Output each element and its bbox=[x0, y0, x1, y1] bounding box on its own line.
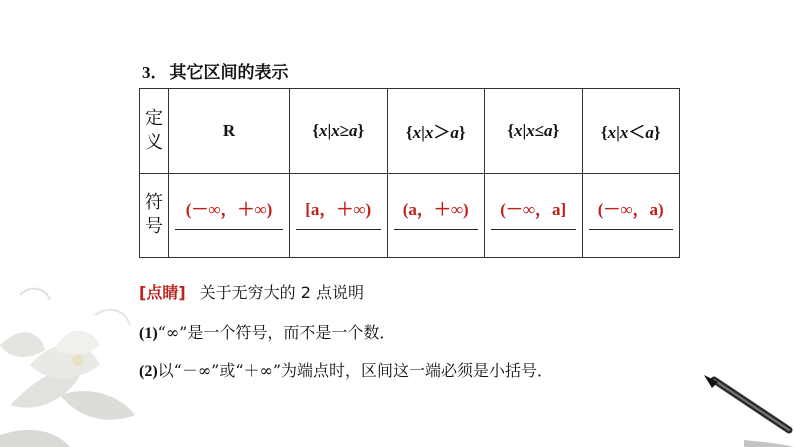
answer-underline bbox=[175, 229, 283, 230]
symbol-row-header: 符 号 bbox=[140, 173, 169, 258]
interval-notation: (－∞，＋∞) bbox=[185, 199, 273, 219]
point-number: (1) bbox=[139, 325, 158, 342]
definition-row-header: 定 义 bbox=[140, 89, 169, 174]
point-item bbox=[139, 320, 395, 343]
point-item bbox=[139, 358, 553, 381]
answer-underline bbox=[589, 229, 674, 230]
answer-underline bbox=[491, 229, 576, 230]
decorative-flower-image bbox=[0, 255, 150, 447]
definition-cell: {x|x≥a} bbox=[290, 89, 388, 174]
interval-notation: (－∞，a) bbox=[597, 199, 664, 219]
interval-table bbox=[139, 88, 680, 258]
symbol-cell bbox=[387, 173, 485, 258]
answer-underline bbox=[394, 229, 479, 230]
answer-underline bbox=[296, 229, 381, 230]
symbol-cell bbox=[485, 173, 583, 258]
symbol-row bbox=[140, 173, 680, 258]
definition-cell: {x|x≤a} bbox=[485, 89, 583, 174]
interval-notation: (a，＋∞) bbox=[402, 199, 469, 219]
point-text: 以“－∞”或“＋∞”为端点时，区间这一端必须是小括号． bbox=[157, 361, 554, 380]
symbol-cell bbox=[290, 173, 388, 258]
decorative-brush-image bbox=[684, 370, 794, 447]
interval-notation: [a，＋∞) bbox=[305, 199, 372, 219]
definition-cell: {x|x＞a} bbox=[387, 89, 485, 174]
symbol-cell bbox=[169, 173, 290, 258]
key-point-note bbox=[139, 280, 364, 303]
interval-notation: (－∞，a] bbox=[500, 199, 567, 219]
section-heading bbox=[142, 58, 289, 83]
point-number: (2) bbox=[139, 363, 158, 380]
section-title: 其它区间的表示 bbox=[169, 63, 289, 83]
section-number: 3． bbox=[142, 63, 168, 82]
symbol-cell bbox=[582, 173, 680, 258]
definition-cell: {x|x＜a} bbox=[582, 89, 680, 174]
key-point-tag: [点睛] bbox=[139, 283, 186, 302]
point-text: “∞”是一个符号，而不是一个数． bbox=[157, 323, 396, 342]
definition-row bbox=[140, 89, 680, 174]
definition-cell: R bbox=[169, 89, 290, 174]
key-point-text: 关于无穷大的 2 点说明 bbox=[199, 283, 364, 302]
